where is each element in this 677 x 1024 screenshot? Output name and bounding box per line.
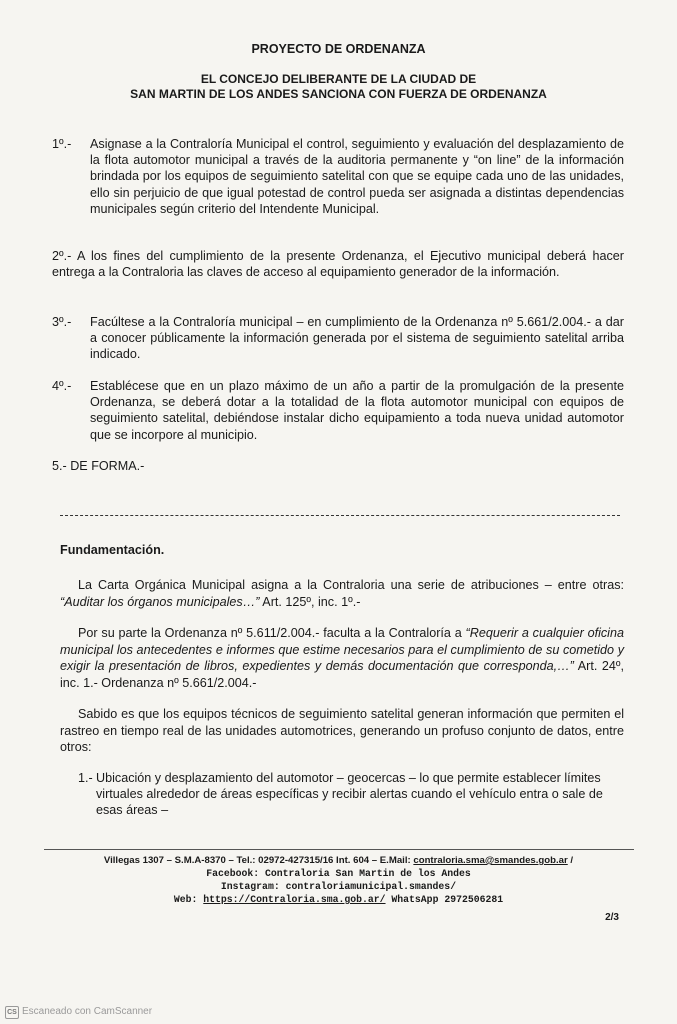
- decree-heading-line-1: EL CONCEJO DELIBERANTE DE LA CIUDAD DE: [200, 72, 477, 86]
- fundamentacion-heading: Fundamentación.: [60, 543, 165, 557]
- web-link[interactable]: https://Contraloria.sma.gob.ar/: [203, 894, 386, 905]
- article-text: Establécese que en un plazo máximo de un año a partir de la promulgación de la presente Ordenanza, se deberá dotar a la totalidad de la flota automotor municipal con equipos de seguimiento satelital, debiéndose instalar dicho equipamiento a toda nueva unidad automotor que se incorpore al municipio.: [90, 379, 624, 442]
- footer-rule: [44, 849, 634, 850]
- decree-heading-line-2: SAN MARTIN DE LOS ANDES SANCIONA CON FUERZA DE ORDENANZA: [130, 87, 547, 101]
- web-label: Web:: [173, 894, 204, 905]
- list-item-number: 1.-: [78, 771, 93, 785]
- list-item-text: Ubicación y desplazamiento del automotor – geocercas – lo que permite establecer límites virtuales alrededor de áreas específicas y recibir alertas cuando el vehículo entra o sale de esas áreas –: [96, 771, 603, 818]
- article-number: 2º.-: [52, 249, 72, 263]
- article-4: [52, 378, 624, 443]
- camscanner-logo-icon: CS: [5, 1006, 19, 1019]
- whatsapp-text: WhatsApp 2972506281: [385, 894, 504, 905]
- page-number: 2/3: [605, 912, 619, 923]
- email-link[interactable]: contraloria.sma@smandes.gob.ar: [413, 855, 568, 866]
- article-5: [52, 458, 624, 474]
- address-text: Villegas 1307 – S.M.A-8370 – Tel.: 02972-427315/16 Int. 604 – E.Mail:: [103, 855, 414, 866]
- article-2: [52, 248, 624, 280]
- citation-text: Art. 125º, inc. 1º.-: [259, 594, 361, 609]
- paragraph-text: Por su parte la Ordenanza nº 5.611/2.004.- faculta a la Contraloría a: [78, 626, 466, 640]
- article-text: Asignase a la Contraloría Municipal el control, seguimiento y evaluación del desplazamiento de la flota automotor municipal a través de la auditoria permanente y “on line” de la información brindada por los equipos de seguimiento satelital con que se equipe cada uno de las unidades, ello sin perjuicio de que igual potestad de control pueda ser asignada a distintas dependencias municipales según criterio del Intendente Municipal.: [90, 137, 624, 216]
- paragraph-2: [60, 625, 624, 691]
- dashed-divider: [60, 515, 620, 516]
- separator: /: [567, 855, 574, 866]
- article-number: 3º.-: [52, 315, 72, 329]
- footer-address: [0, 854, 677, 867]
- paragraph-text: La Carta Orgánica Municipal asigna a la Contraloria una serie de atribuciones – entre otras:: [78, 578, 624, 592]
- citation-text: Art. 24º, inc. 1.- Ordenanza nº 5.661/2.004.-: [60, 659, 624, 690]
- list-item: [78, 770, 624, 819]
- article-number: 5.-: [52, 459, 67, 473]
- article-number: 4º.-: [52, 379, 72, 393]
- article-3: [52, 314, 624, 363]
- footer-instagram: Instagram: contraloriamunicipal.smandes/: [220, 881, 457, 892]
- paragraph-text: Sabido es que los equipos técnicos de seguimiento satelital generan información que permiten el rastreo en tiempo real de las unidades automotrices, generando un profuso conjunto de datos, entre otros:: [60, 707, 624, 755]
- article-text: [52, 248, 624, 280]
- paragraph-1: [60, 577, 624, 610]
- article-body: A los fines del cumplimiento de la presente Ordenanza, el Ejecutivo municipal deberá hacer entrega a la Contraloria las claves de acceso al equipamiento generador de la información.: [52, 249, 624, 280]
- footer-facebook: Facebook: Contraloria San Martin de los Andes: [206, 868, 471, 879]
- quote-text: “Requerir a cualquier oficina municipal los antecedentes e informes que estime necesarios para el cumplimiento de su cometido y exigir la presentación de libros, expedientes y demás documentación que corresponda,…”: [60, 626, 624, 674]
- article-text: Facúltese a la Contraloría municipal – en cumplimiento de la Ordenanza nº 5.661/2.004.- a dar a conocer públicamente la información generada por el sistema de seguimiento satelital arriba indicado.: [90, 315, 624, 362]
- article-number: 1º.-: [52, 137, 72, 151]
- document-title: PROYECTO DE ORDENANZA: [251, 42, 426, 56]
- footer-web: [0, 893, 677, 906]
- article-1: [52, 136, 624, 217]
- quote-text: “Auditar los órganos municipales…”: [60, 594, 260, 609]
- article-text: DE FORMA.-: [70, 459, 145, 473]
- scanner-watermark-text: Escaneado con CamScanner: [22, 1006, 153, 1017]
- paragraph-3: [60, 706, 624, 756]
